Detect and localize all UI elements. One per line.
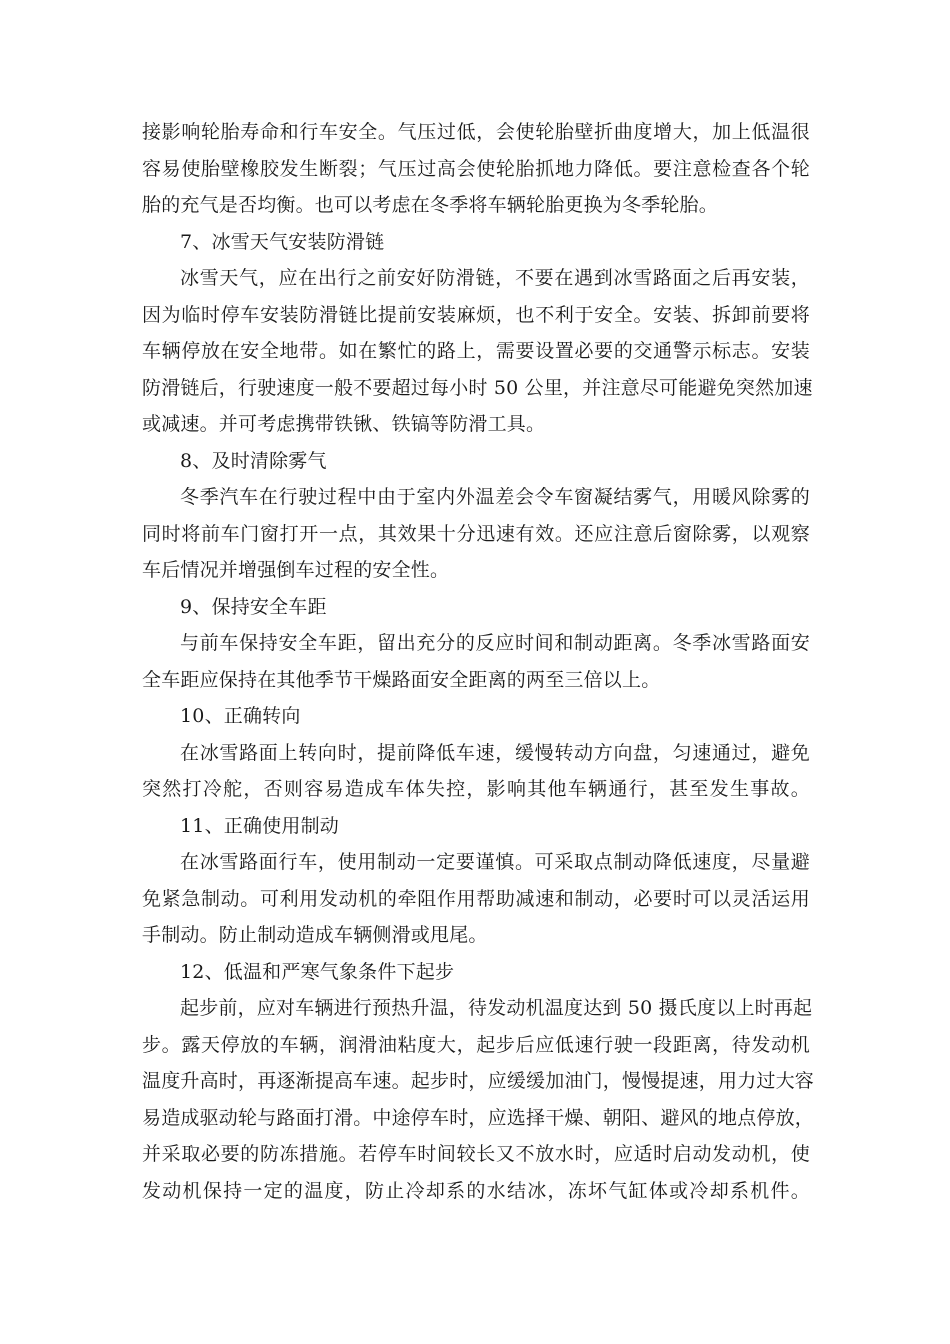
text-line: 温度升高时，再逐渐提高车速。起步时，应缓缓加油门，慢慢提速，用力过大容 <box>142 1070 815 1092</box>
text-line: 步。露天停放的车辆，润滑油粘度大，起步后应低速行驶一段距离，待发动机 <box>142 1033 810 1056</box>
text-line: 免紧急制动。可利用发动机的牵阻作用帮助减速和制动，必要时可以灵活运用 <box>142 887 810 910</box>
section-heading: 7、冰雪天气安装防滑链 <box>180 230 385 253</box>
text-line: 车辆停放在安全地带。如在繁忙的路上，需要设置必要的交通警示标志。安装 <box>142 340 810 362</box>
text-line: 同时将前车门窗打开一点，其效果十分迅速有效。还应注意后窗除雾，以观察 <box>142 522 810 545</box>
section-heading: 12、低温和严寒气象条件下起步 <box>180 960 455 983</box>
text-line: 接影响轮胎寿命和行车安全。气压过低，会使轮胎壁折曲度增大，加上低温很 <box>142 121 810 143</box>
text-line: 全车距应保持在其他季节干燥路面安全距离的两至三倍以上。 <box>142 668 661 691</box>
text-line: 冰雪天气，应在出行之前安好防滑链，不要在遇到冰雪路面之后再安装， <box>180 267 810 289</box>
document-page <box>142 114 815 1209</box>
text-line: 与前车保持安全车距，留出充分的反应时间和制动距离。冬季冰雪路面安 <box>180 632 810 654</box>
text-line: 胎的充气是否均衡。也可以考虑在冬季将车辆轮胎更换为冬季轮胎。 <box>142 194 719 216</box>
text-line: 并采取必要的防冻措施。若停车时间较长又不放水时，应适时启动发动机，使 <box>142 1143 810 1165</box>
section-heading: 8、及时清除雾气 <box>180 449 327 472</box>
text-line: 容易使胎壁橡胶发生断裂；气压过高会使轮胎抓地力降低。要注意检查各个轮 <box>142 157 810 180</box>
text-line: 手制动。防止制动造成车辆侧滑或甩尾。 <box>142 924 488 946</box>
text-line: 冬季汽车在行驶过程中由于室内外温差会令车窗凝结雾气，用暖风除雾的 <box>180 486 810 508</box>
section-heading: 10、正确转向 <box>180 705 301 727</box>
text-line: 发动机保持一定的温度，防止冷却系的水结冰，冻坏气缸体或冷却系机件。 <box>142 1179 810 1202</box>
text-line: 在冰雪路面行车，使用制动一定要谨慎。可采取点制动降低速度，尽量避 <box>180 851 810 873</box>
section-heading: 9、保持安全车距 <box>180 595 327 618</box>
text-line: 或减速。并可考虑携带铁锹、铁镐等防滑工具。 <box>142 413 546 435</box>
text-line: 易造成驱动轮与路面打滑。中途停车时，应选择干燥、朝阳、避风的地点停放， <box>142 1106 815 1129</box>
text-line: 突然打冷舵，否则容易造成车体失控，影响其他车辆通行，甚至发生事故。 <box>142 778 810 800</box>
text-line: 车后情况并增强倒车过程的安全性。 <box>142 559 450 581</box>
text-line: 防滑链后，行驶速度一般不要超过每小时 50 公里，并注意尽可能避免突然加速 <box>142 376 813 399</box>
text-line: 在冰雪路面上转向时，提前降低车速，缓慢转动方向盘，匀速通过，避免 <box>180 741 810 764</box>
text-line: 起步前，应对车辆进行预热升温，待发动机温度达到 50 摄氏度以上时再起 <box>180 997 813 1019</box>
text-line: 因为临时停车安装防滑链比提前安装麻烦，也不利于安全。安装、拆卸前要将 <box>142 303 810 326</box>
section-heading: 11、正确使用制动 <box>180 814 339 837</box>
